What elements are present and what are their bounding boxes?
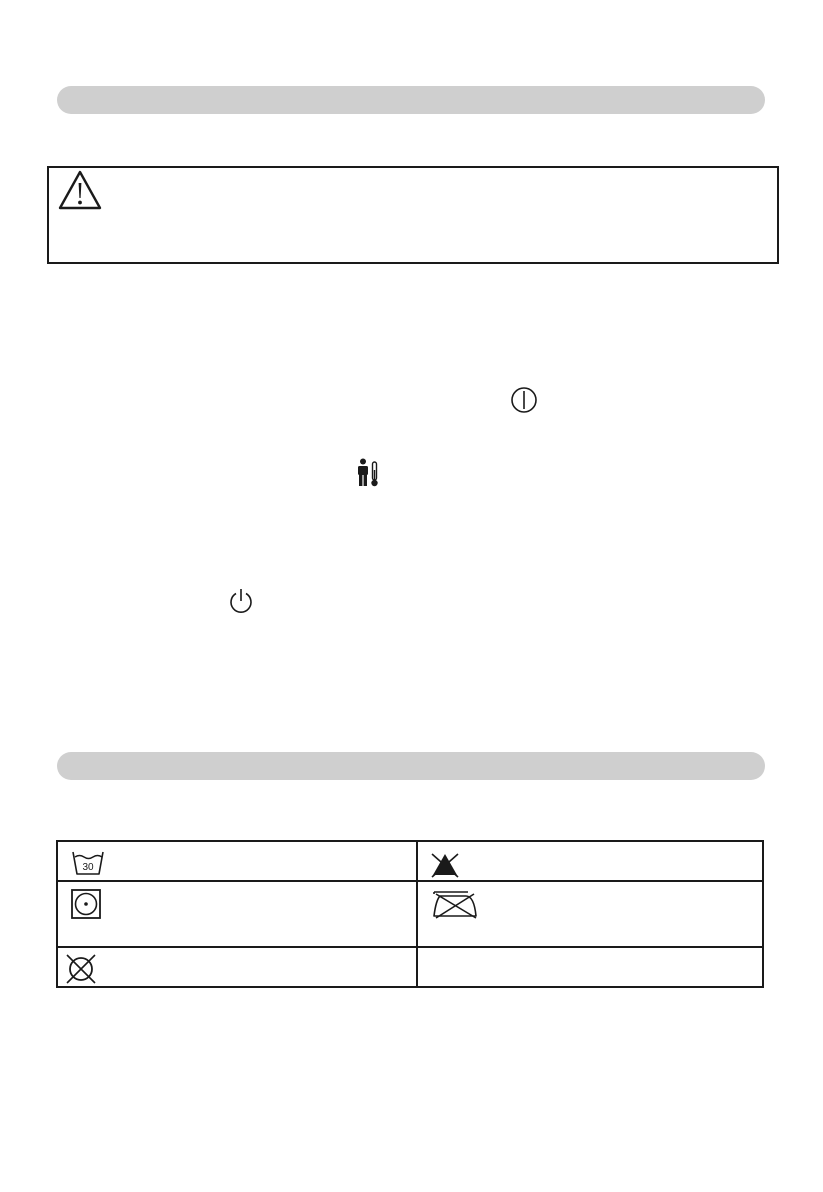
section-header-bar: [57, 752, 765, 780]
care-cell-iron: [418, 882, 762, 948]
person-thermometer-icon: [356, 458, 382, 488]
care-cell-tumble-dry: [58, 882, 418, 948]
switch-on-icon: [510, 386, 538, 414]
section-header-bar: [57, 86, 765, 114]
care-cell-bleach: [418, 842, 762, 882]
care-cell-empty: [418, 948, 762, 986]
wash-30-icon: [71, 849, 105, 877]
warning-box: [47, 166, 779, 264]
care-cell-wash: [58, 842, 418, 882]
warning-triangle-icon: [57, 169, 103, 211]
do-not-iron-icon: [430, 888, 480, 920]
tumble-dry-low-icon: [70, 888, 102, 920]
do-not-bleach-icon: [430, 850, 460, 878]
do-not-dry-clean-icon: [64, 952, 98, 986]
care-cell-dry-clean: [58, 948, 418, 986]
power-standby-icon: [228, 587, 254, 615]
wash-temperature-label: 30: [82, 862, 94, 873]
care-symbols-table: [56, 840, 764, 988]
